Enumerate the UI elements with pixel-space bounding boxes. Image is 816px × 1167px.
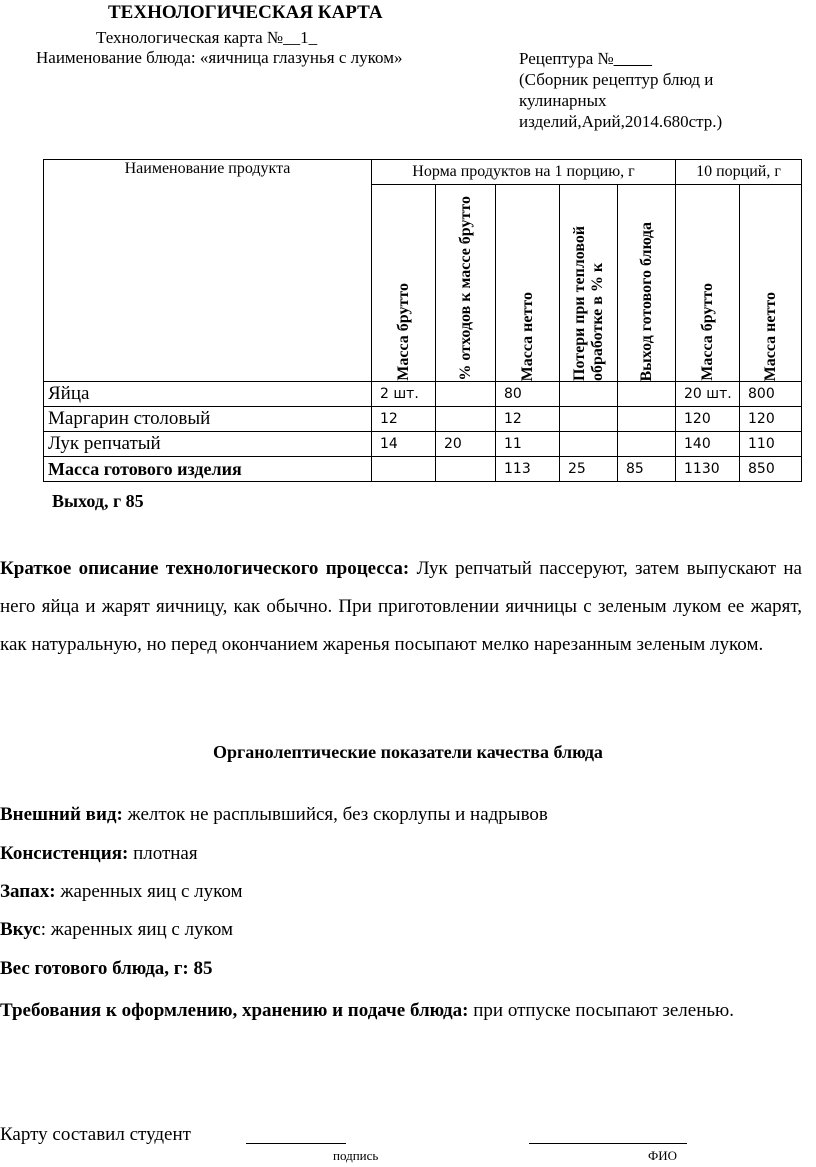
product-name: Масса готового изделия (44, 457, 372, 482)
card-number: Технологическая карта №__1_ (96, 28, 318, 47)
subheader-cell (496, 185, 560, 382)
table-cell: 110 (740, 432, 802, 457)
requirements-text: при отпуске посыпают зеленью. (468, 1000, 734, 1021)
subheader-net-weight-10: Масса нетто (761, 291, 779, 381)
name-line (529, 1143, 687, 1144)
property-label: Консистенция: (0, 843, 129, 864)
property-label: Запах: (0, 881, 56, 902)
subheader-cell (372, 185, 436, 382)
table-cell: 14 (372, 432, 436, 457)
table-cell: 12 (372, 407, 436, 432)
process-label: Краткое описание технологического процесса: (0, 558, 410, 579)
table-cell: 120 (676, 407, 740, 432)
organoleptic-title: Органолептические показатели качества блюда (213, 742, 603, 762)
signature-line (246, 1143, 346, 1144)
property-value: : жаренных яиц с луком (40, 919, 233, 940)
table-cell (560, 382, 618, 407)
table-cell: 800 (740, 382, 802, 407)
property-label: Вес готового блюда, г: 85 (0, 958, 213, 979)
table-row-total (44, 457, 802, 482)
table-cell (618, 382, 676, 407)
header-product: Наименование продукта (44, 160, 372, 382)
property-value: плотная (128, 843, 198, 864)
subheader-gross-weight-10: Масса брутто (698, 283, 716, 381)
table-row (44, 432, 802, 457)
property-smell (0, 881, 243, 903)
table-cell: 140 (676, 432, 740, 457)
table-cell (436, 457, 496, 482)
table-cell: 1130 (676, 457, 740, 482)
table-cell: 25 (560, 457, 618, 482)
requirements (0, 992, 802, 1030)
subheader-net-weight: Масса нетто (518, 291, 536, 381)
product-name: Маргарин столовый (44, 407, 372, 432)
compiled-by: Карту составил студент (0, 1124, 191, 1145)
table-cell (372, 457, 436, 482)
table-row (44, 382, 802, 407)
table-cell: 2 шт. (372, 382, 436, 407)
table-cell (560, 407, 618, 432)
table-cell (618, 432, 676, 457)
subheader-yield: Выход готового блюда (637, 221, 655, 381)
property-consistency (0, 843, 198, 865)
subheader-cell (560, 185, 618, 382)
header-norm: Норма продуктов на 1 порцию, г (372, 160, 676, 185)
subheader-heat-loss: Потери при тепловой обработке в % к (570, 225, 606, 381)
subheader-cell (436, 185, 496, 382)
table-cell: 85 (618, 457, 676, 482)
recipe-source-line: изделий,Арий,2014.680стр.) (519, 112, 723, 131)
process-text: Лук репчатый пассеруют, затем выпускают на него яйца и жарят яичницу, как обычно. При приготовлении яичницы с зеленым луком ее жарят, как натуральную, но перед окончанием жаренья посыпают мелко нарезанным зеленым луком. (0, 558, 802, 655)
requirements-label: Требования к оформлению, хранению и подаче блюда: (0, 1000, 469, 1021)
property-label: Внешний вид: (0, 804, 123, 825)
property-label: Вкус (0, 919, 41, 940)
table-row (44, 407, 802, 432)
recipe-label: Рецептура № (519, 49, 614, 68)
subheader-waste-percent: % отходов к массе брутто (456, 196, 474, 381)
product-name: Яйца (44, 382, 372, 407)
name-caption: ФИО (648, 1148, 678, 1163)
process-description (0, 550, 802, 664)
subheader-cell (740, 185, 802, 382)
property-weight (0, 958, 213, 980)
table-cell: 12 (496, 407, 560, 432)
subheader-cell (676, 185, 740, 382)
table-cell: 20 шт. (676, 382, 740, 407)
dish-name: Наименование блюда: «яичница глазунья с луком» (36, 48, 403, 67)
property-value: желток не расплывшийся, без скорлупы и надрывов (122, 804, 548, 825)
table-cell: 120 (740, 407, 802, 432)
table-cell: 80 (496, 382, 560, 407)
table-cell (618, 407, 676, 432)
table-cell (436, 382, 496, 407)
table-cell: 850 (740, 457, 802, 482)
recipe-number: __ __ (613, 49, 652, 68)
table-cell: 20 (436, 432, 496, 457)
property-value: жаренных яиц с луком (55, 881, 243, 902)
table-cell: 113 (496, 457, 560, 482)
ingredients-table (43, 159, 802, 482)
header-ten-portions: 10 порций, г (676, 160, 802, 185)
table-cell: 11 (496, 432, 560, 457)
recipe-source-line: кулинарных (519, 91, 607, 110)
property-appearance (0, 804, 548, 826)
document-title: ТЕХНОЛОГИЧЕСКАЯ КАРТА (108, 2, 383, 23)
output-weight: Выход, г 85 (52, 491, 144, 511)
product-name: Лук репчатый (44, 432, 372, 457)
recipe-source-line: (Сборник рецептур блюд и (519, 70, 714, 89)
subheader-gross-weight: Масса брутто (394, 283, 412, 381)
table-cell (436, 407, 496, 432)
subheader-cell (618, 185, 676, 382)
signature-caption: подпись (333, 1148, 379, 1163)
table-cell (560, 432, 618, 457)
recipe-reference (519, 48, 722, 132)
property-taste (0, 919, 233, 941)
